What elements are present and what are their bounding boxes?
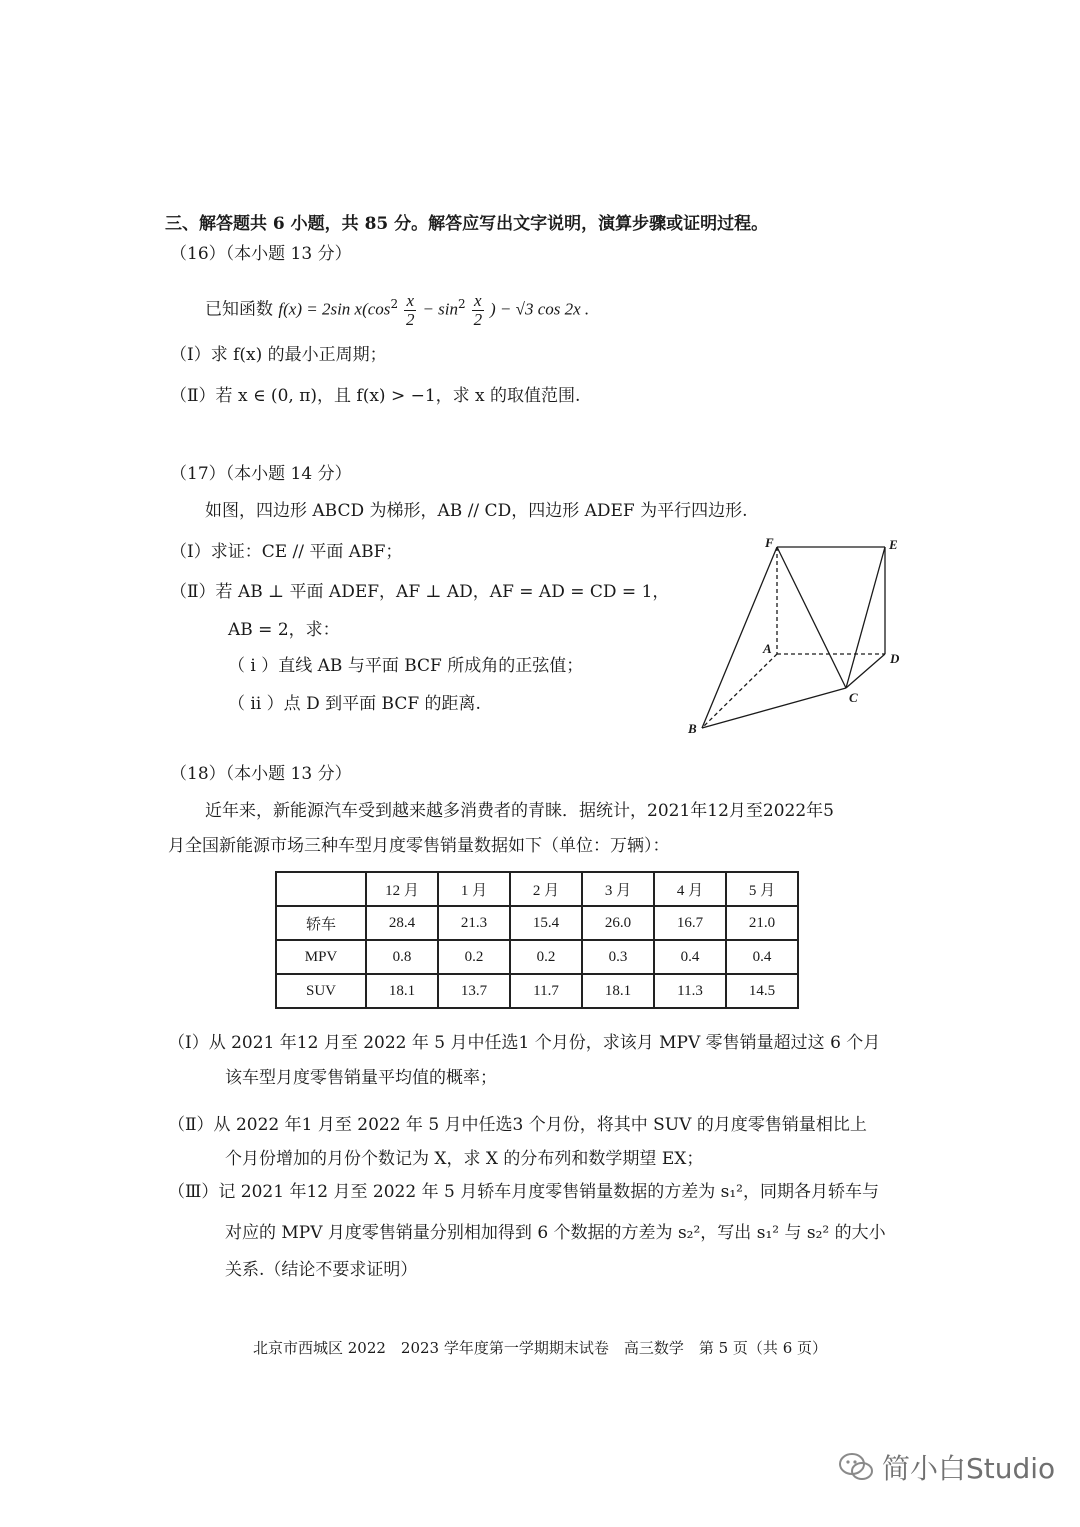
q16-frac-2: $\frac{x}{2}$	[473, 290, 483, 329]
q16-part-2: （Ⅱ）若 x ∈ (0, π)，且 f(x) > −1，求 x 的取值范围.	[170, 386, 581, 406]
q18-part-2b: 个月份增加的月份个数记为 X，求 X 的分布列和数学期望 EX；	[225, 1149, 704, 1169]
table-header-cell: 12 月	[366, 872, 438, 906]
q18-part-1a: （Ⅰ）从 2021 年12 月至 2022 年 5 月中任选1 个月份，求该月 MPV 零售销量超过这 6 个月	[168, 1033, 881, 1053]
table-header-cell	[276, 872, 366, 906]
label-D: D	[890, 651, 900, 666]
label-B: B	[688, 721, 697, 736]
geometry-figure	[680, 530, 920, 745]
q17-part-1: （Ⅰ）求证：CE // 平面 ABF；	[170, 542, 403, 562]
table-row	[276, 906, 798, 940]
table-header-cell: 3 月	[582, 872, 654, 906]
table-header-cell: 4 月	[654, 872, 726, 906]
edge-BC	[702, 688, 846, 728]
page-footer: 北京市西城区 2022 2023 学年度第一学期期末试卷 高三数学 第 5 页（共 6 页）	[252, 1339, 828, 1357]
wechat-icon	[838, 1451, 874, 1483]
table-cell: 0.3	[582, 940, 654, 974]
sales-table	[275, 871, 799, 1009]
q17-intro: 如图，四边形 ABCD 为梯形，AB // CD，四边形 ADEF 为平行四边形.	[205, 501, 748, 521]
q18-part-2a: （Ⅱ）从 2022 年1 月至 2022 年 5 月中任选3 个月份，将其中 SUV 的月度零售销量相比上	[168, 1115, 867, 1135]
label-F: F	[765, 535, 774, 550]
table-cell: 15.4	[510, 906, 582, 940]
label-E: E	[889, 537, 898, 552]
label-C: C	[849, 690, 858, 705]
table-header-cell: 5 月	[726, 872, 798, 906]
q18-intro-2: 月全国新能源市场三种车型月度零售销量数据如下（单位：万辆）：	[168, 836, 670, 856]
edge-EC	[846, 547, 885, 688]
q17-part-2: （Ⅱ）若 AB ⊥ 平面 ADEF，AF ⊥ AD，AF = AD = CD = 1，	[170, 582, 670, 602]
q16-expr-a: f(x) = 2sin x(cos	[278, 299, 391, 319]
table-cell: 14.5	[726, 974, 798, 1008]
table-cell: 11.7	[510, 974, 582, 1008]
q17-part-2b: AB = 2，求：	[228, 620, 340, 640]
q18-intro-1: 近年来，新能源汽车受到越来越多消费者的青睐．据统计，2021年12月至2022年5	[205, 801, 834, 821]
q16-part-1: （Ⅰ）求 f(x) 的最小正周期；	[170, 345, 387, 365]
edge-AB	[702, 654, 777, 728]
table-row	[276, 974, 798, 1008]
edge-FC	[777, 547, 846, 688]
watermark	[838, 1447, 1055, 1487]
table-cell: SUV	[276, 974, 366, 1008]
q18-part-3c: 关系.（结论不要求证明）	[225, 1260, 418, 1280]
table-row	[276, 940, 798, 974]
table-header-cell: 2 月	[510, 872, 582, 906]
q16-frac-1: $\frac{x}{2}$	[406, 290, 415, 329]
q16-header: （16）（本小题 13 分）	[170, 244, 352, 264]
table-cell: 0.2	[510, 940, 582, 974]
q18-part-1b: 该车型月度零售销量平均值的概率；	[225, 1068, 497, 1088]
q18-part-3a: （Ⅲ）记 2021 年12 月至 2022 年 5 月轿车月度零售销量数据的方差为 s₁²，同期各月轿车与	[168, 1182, 879, 1202]
table-cell: 0.4	[654, 940, 726, 974]
q17-part-2-ii: （ ii ）点 D 到平面 BCF 的距离.	[228, 694, 481, 714]
table-cell: MPV	[276, 940, 366, 974]
table-cell: 0.2	[438, 940, 510, 974]
q16-function: 已知函数 f(x) = 2sin $x(\cos^2$ $\frac{x}{2}$ − $\sin^2$ $\frac{x}{2}$ ) − √3 cos 2x .	[205, 290, 590, 329]
table-header-row	[276, 872, 798, 906]
table-cell: 0.4	[726, 940, 798, 974]
q17-part-2-i: （ i ）直线 AB 与平面 BCF 所成角的正弦值；	[228, 656, 584, 676]
q17-header: （17）（本小题 14 分）	[170, 464, 352, 484]
section-heading: 三、解答题共 6 小题，共 85 分。解答应写出文字说明，演算步骤或证明过程。	[165, 214, 769, 234]
label-A: A	[763, 641, 772, 656]
table-cell: 21.0	[726, 906, 798, 940]
q16-intro-prefix: 已知函数	[205, 299, 273, 320]
table-cell: 18.1	[366, 974, 438, 1008]
q16-minus-sin: − sin	[422, 299, 458, 319]
table-cell: 26.0	[582, 906, 654, 940]
q18-header: （18）（本小题 13 分）	[170, 764, 352, 784]
edge-FB	[702, 547, 777, 728]
table-cell: 11.3	[654, 974, 726, 1008]
edge-CD	[846, 654, 885, 688]
table-cell: 18.1	[582, 974, 654, 1008]
q16-expr-b: ) − √3 cos 2x .	[490, 299, 590, 319]
table-cell: 16.7	[654, 906, 726, 940]
watermark-text: 简小白Studio	[882, 1452, 1056, 1485]
table-cell: 0.8	[366, 940, 438, 974]
table-cell: 28.4	[366, 906, 438, 940]
table-cell: 21.3	[438, 906, 510, 940]
table-header-cell: 1 月	[438, 872, 510, 906]
geometry-svg	[680, 530, 920, 745]
q18-part-3b: 对应的 MPV 月度零售销量分别相加得到 6 个数据的方差为 s₂²，写出 s₁² 与 s₂² 的大小	[225, 1223, 886, 1243]
table-cell: 13.7	[438, 974, 510, 1008]
table-cell: 轿车	[276, 906, 366, 940]
